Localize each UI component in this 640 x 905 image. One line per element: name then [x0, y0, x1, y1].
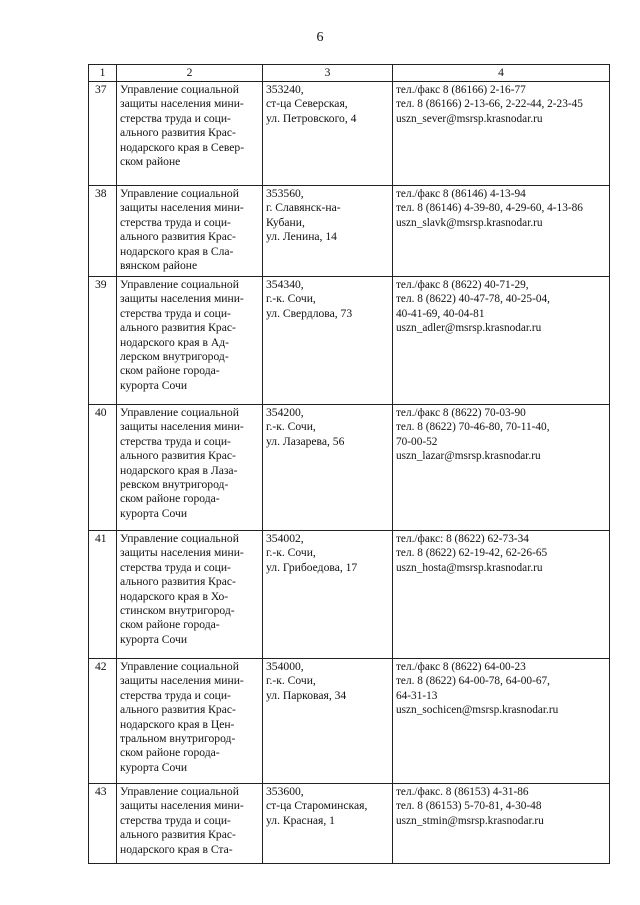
table-row	[89, 784, 610, 864]
table-row	[89, 659, 610, 784]
institution-contacts: тел./факс 8 (8622) 40-71-29, тел. 8 (8622) 40-47-78, 40-25-04, 40-41-69, 40-04-81 uszn_adler@msrsp.krasnodar.ru	[393, 277, 610, 405]
institution-name: Управление социальной защиты населения мини- стерства труда и соци- ального развития Крас- нодарского края в Север- ском районе	[117, 82, 263, 186]
institution-address: 354340, г.-к. Сочи, ул. Свердлова, 73	[263, 277, 393, 405]
table-row	[89, 405, 610, 531]
institution-name: Управление социальной защиты населения мини- стерства труда и соци- ального развития Крас- нодарского края в Сла- вянском районе	[117, 186, 263, 277]
institution-name: Управление социальной защиты населения мини- стерства труда и соци- ального развития Крас- нодарского края в Ад- лерском внутригород- ском районе города- курорта Сочи	[117, 277, 263, 405]
table-row	[89, 82, 610, 186]
row-number: 38	[89, 186, 117, 277]
column-header-contacts: 4	[393, 65, 610, 82]
table-row	[89, 531, 610, 659]
institution-name: Управление социальной защиты населения мини- стерства труда и соци- ального развития Крас- нодарского края в Цен- тральном внутригород- ском районе города- курорта Сочи	[117, 659, 263, 784]
row-number: 41	[89, 531, 117, 659]
institution-name: Управление социальной защиты населения мини- стерства труда и соци- ального развития Крас- нодарского края в Ста-	[117, 784, 263, 864]
institution-address: 354000, г.-к. Сочи, ул. Парковая, 34	[263, 659, 393, 784]
table-row	[89, 277, 610, 405]
institution-contacts: тел./факс. 8 (86153) 4-31-86 тел. 8 (86153) 5-70-81, 4-30-48 uszn_stmin@msrsp.krasnodar.ru	[393, 784, 610, 864]
institution-name: Управление социальной защиты населения мини- стерства труда и соци- ального развития Крас- нодарского края в Хо- стинском внутригород- ском районе города- курорта Сочи	[117, 531, 263, 659]
table-header-row	[89, 65, 610, 82]
institution-contacts: тел./факс 8 (86146) 4-13-94 тел. 8 (86146) 4-39-80, 4-29-60, 4-13-86 uszn_slavk@msrsp.krasnodar.ru	[393, 186, 610, 277]
row-number: 42	[89, 659, 117, 784]
institution-address: 353600, ст-ца Староминская, ул. Красная, 1	[263, 784, 393, 864]
institution-name: Управление социальной защиты населения мини- стерства труда и соци- ального развития Крас- нодарского края в Лаза- ревском внутригород- ском районе города- курорта Сочи	[117, 405, 263, 531]
row-number: 37	[89, 82, 117, 186]
institution-contacts: тел./факс: 8 (8622) 62-73-34 тел. 8 (8622) 62-19-42, 62-26-65 uszn_hosta@msrsp.krasnodar.ru	[393, 531, 610, 659]
institution-address: 354200, г.-к. Сочи, ул. Лазарева, 56	[263, 405, 393, 531]
institution-contacts: тел./факс 8 (86166) 2-16-77 тел. 8 (86166) 2-13-66, 2-22-44, 2-23-45 uszn_sever@msrsp.krasnodar.ru	[393, 82, 610, 186]
row-number: 40	[89, 405, 117, 531]
institution-contacts: тел./факс 8 (8622) 70-03-90 тел. 8 (8622) 70-46-80, 70-11-40, 70-00-52 uszn_lazar@msrsp.krasnodar.ru	[393, 405, 610, 531]
column-header-address: 3	[263, 65, 393, 82]
column-header-name: 2	[117, 65, 263, 82]
column-header-number: 1	[89, 65, 117, 82]
institution-contacts: тел./факс 8 (8622) 64-00-23 тел. 8 (8622) 64-00-78, 64-00-67, 64-31-13 uszn_sochicen@msrsp.krasnodar.ru	[393, 659, 610, 784]
institution-address: 353560, г. Славянск-на- Кубани, ул. Ленина, 14	[263, 186, 393, 277]
row-number: 43	[89, 784, 117, 864]
institutions-table	[88, 64, 610, 864]
table-row	[89, 186, 610, 277]
page-number: 6	[316, 30, 324, 45]
row-number: 39	[89, 277, 117, 405]
institution-address: 353240, ст-ца Северская, ул. Петровского, 4	[263, 82, 393, 186]
institution-address: 354002, г.-к. Сочи, ул. Грибоедова, 17	[263, 531, 393, 659]
